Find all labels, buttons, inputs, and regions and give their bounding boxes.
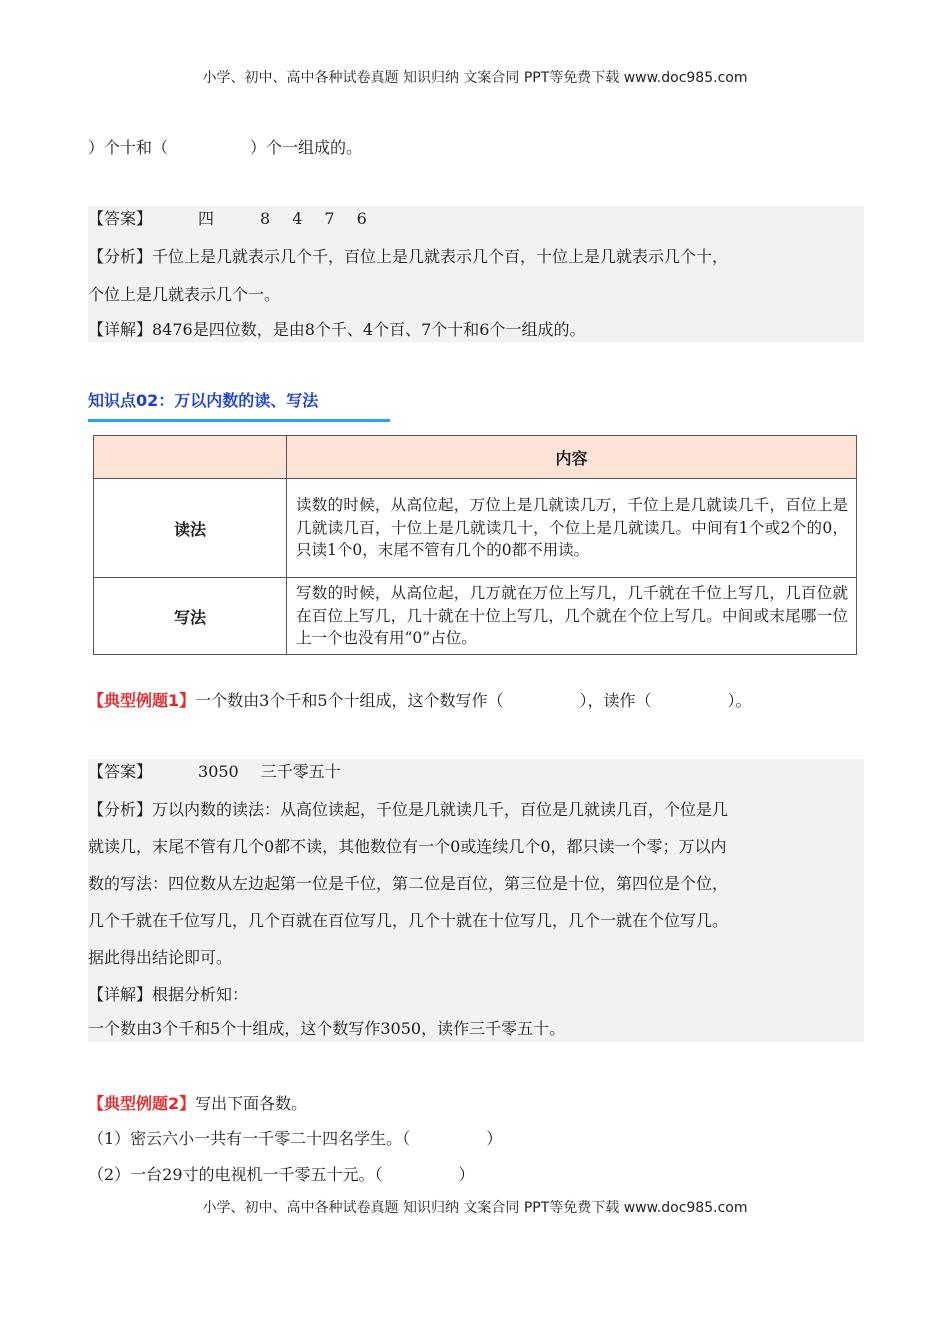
- knowledge-table: [93, 435, 857, 655]
- analysis-line: 个位上是几就表示几个一。: [88, 285, 281, 304]
- example-1-text: ）。: [727, 691, 752, 710]
- analysis-line: 【分析】千位上是几就表示几个千，百位上是几就表示几个百，十位上是几就表示几个十，: [88, 247, 729, 266]
- table-header-row: [94, 436, 857, 479]
- example-1-label: 【典型例题1】: [88, 691, 196, 710]
- table-row: [94, 578, 857, 655]
- analysis-line: 就读几，末尾不管有几个0都不读，其他数位有一个0或连续几个0，都只读一个零；万以内: [88, 837, 727, 856]
- detail-line: 【详解】根据分析知：: [88, 985, 249, 1004]
- example-2-item-2: [88, 1164, 475, 1186]
- detail-line: 【详解】8476是四位数，是由8个千、4个百、7个十和6个一组成的。: [88, 320, 586, 339]
- row-content-writing: 写数的时候，从高位起，几万就在万位上写几，几千就在千位上写几，几百位就在百位上写几，几十就在十位上写几，几个就在个位上写几。中间或末尾哪一位上一个也没有用“0”占位。: [287, 578, 857, 655]
- question-text-part1: ）个十和（: [88, 138, 169, 157]
- answer-value: 三千零五十: [260, 762, 341, 781]
- item-close: ）: [458, 1165, 475, 1184]
- page-header: 小学、初中、高中各种试卷真题 知识归纳 文案合同 PPT等免费下载 www.doc985.com: [202, 70, 748, 86]
- detail-line: 一个数由3个千和5个十组成，这个数写作3050，读作三千零五十。: [88, 1019, 566, 1038]
- page-footer: 小学、初中、高中各种试卷真题 知识归纳 文案合同 PPT等免费下载 www.doc985.com: [202, 1200, 748, 1216]
- example-2-label: 【典型例题2】: [88, 1094, 196, 1113]
- example-2-intro: 写出下面各数。: [195, 1094, 308, 1113]
- answer-label: 【答案】: [88, 762, 153, 781]
- analysis-line: 几个千就在千位写几，几个百就在百位写几，几个十就在十位写几，几个一就在个位写几。: [88, 911, 729, 930]
- row-label-writing: 写法: [94, 578, 287, 655]
- analysis-line: 数的写法：四位数从左边起第一位是千位，第二位是百位，第三位是十位，第四位是个位，: [88, 874, 729, 893]
- knowledge-point-title: 知识点02：万以内数的读、写法: [88, 391, 319, 410]
- item-close: ）: [486, 1129, 503, 1148]
- item-text: （2）一台29寸的电视机一千零五十元。（: [88, 1165, 383, 1184]
- example-1-question: [88, 690, 752, 712]
- answer-value: 6: [356, 209, 367, 228]
- example-1-text: ），读作（: [579, 691, 652, 710]
- answer-value: 8: [260, 209, 271, 228]
- answer-value: 4: [292, 209, 303, 228]
- example-1-text: 一个数由3个千和5个十组成，这个数写作（: [195, 691, 504, 710]
- answer-label: 【答案】: [88, 209, 153, 228]
- question-text-part2: ）个一组成的。: [250, 138, 363, 157]
- example-2-question: [88, 1093, 307, 1115]
- answer-value: 3050: [198, 762, 239, 781]
- answer-value: 7: [324, 209, 335, 228]
- answer-line-2: [88, 761, 341, 783]
- analysis-line: 据此得出结论即可。: [88, 948, 233, 967]
- table-header-empty: [94, 436, 287, 479]
- answer-value: 四: [198, 209, 215, 228]
- item-text: （1）密云六小一共有一千零二十四名学生。（: [88, 1129, 411, 1148]
- table-header-content: 内容: [287, 436, 857, 479]
- row-label-reading: 读法: [94, 479, 287, 578]
- analysis-line: 【分析】万以内数的读法：从高位读起，千位是几就读几千，百位是几就读几百，个位是几: [88, 800, 729, 819]
- example-2-item-1: [88, 1128, 502, 1150]
- title-underline: [88, 419, 390, 422]
- answer-line-1: [88, 208, 367, 230]
- row-content-reading: 读数的时候，从高位起，万位上是几就读几万，千位上是几就读几千，百位上是几就读几百，十位上是几就读几十，个位上是几就读几。中间有1个或2个的0，只读1个0，末尾不管有几个的0都不用读。: [287, 479, 857, 578]
- table-row: [94, 479, 857, 578]
- question-continuation: [88, 137, 362, 159]
